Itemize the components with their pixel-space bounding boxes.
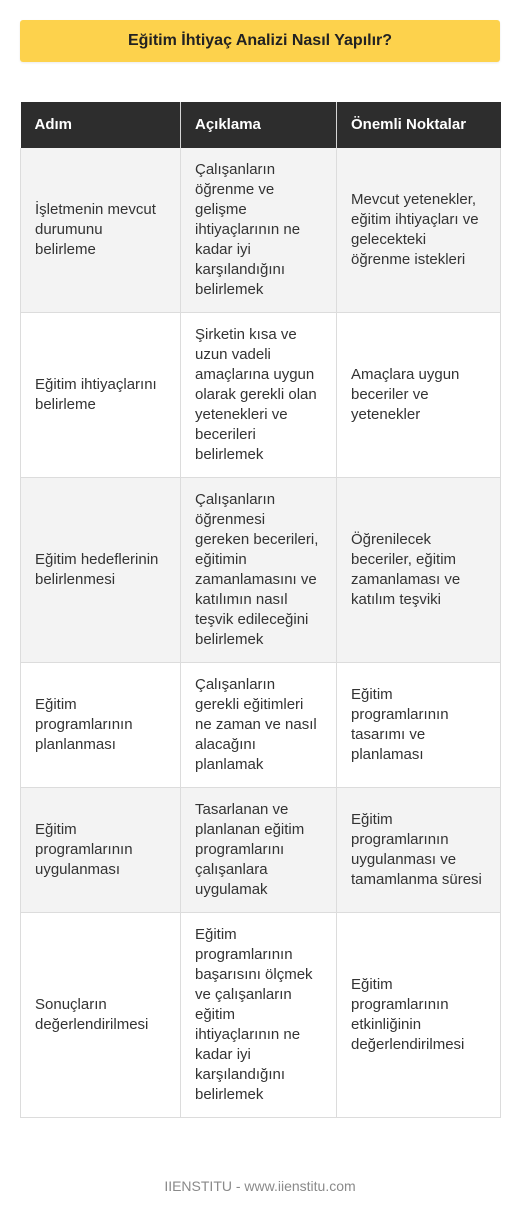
- notes-cell: Mevcut yetenekler, eğitim ihtiyaçları ve gelecekteki öğrenme istekleri: [337, 148, 501, 313]
- step-cell: Eğitim hedeflerinin belirlenmesi: [21, 478, 181, 663]
- table-row: [21, 148, 501, 313]
- notes-cell: Eğitim programlarının uygulanması ve tamamlanma süresi: [337, 788, 501, 913]
- notes-cell: Eğitim programlarının etkinliğinin değerlendirilmesi: [337, 913, 501, 1118]
- description-cell: Çalışanların öğrenme ve gelişme ihtiyaçlarının ne kadar iyi karşılandığını belirlemek: [181, 148, 337, 313]
- description-cell: Şirketin kısa ve uzun vadeli amaçlarına uygun olarak gerekli olan yetenekleri ve becerileri belirlemek: [181, 313, 337, 478]
- table-row: [21, 913, 501, 1118]
- table-row: [21, 478, 501, 663]
- notes-cell: Öğrenilecek beceriler, eğitim zamanlaması ve katılım teşviki: [337, 478, 501, 663]
- notes-cell: Eğitim programlarının tasarımı ve planlaması: [337, 663, 501, 788]
- description-cell: Çalışanların gerekli eğitimleri ne zaman ve nasıl alacağını planlamak: [181, 663, 337, 788]
- header-description: Açıklama: [181, 102, 337, 148]
- step-cell: Eğitim programlarının planlanması: [21, 663, 181, 788]
- table-row: [21, 313, 501, 478]
- description-cell: Eğitim programlarının başarısını ölçmek ve çalışanların eğitim ihtiyaçlarının ne kadar iyi karşılandığını belirlemek: [181, 913, 337, 1118]
- table-header-row: [21, 102, 501, 148]
- table-row: [21, 788, 501, 913]
- step-cell: Eğitim programlarının uygulanması: [21, 788, 181, 913]
- page-title: Eğitim İhtiyaç Analizi Nasıl Yapılır?: [127, 32, 393, 49]
- footer-credit: IIENSTITU - www.iienstitu.com: [164, 1178, 356, 1194]
- description-cell: Çalışanların öğrenmesi gereken becerileri, eğitimin zamanlamasını ve katılımın nasıl teşvik edileceğini belirlemek: [181, 478, 337, 663]
- steps-table: [20, 102, 501, 1118]
- table-row: [21, 663, 501, 788]
- step-cell: İşletmenin mevcut durumunu belirleme: [21, 148, 181, 313]
- header-step: Adım: [21, 102, 181, 148]
- description-cell: Tasarlanan ve planlanan eğitim programlarını çalışanlara uygulamak: [181, 788, 337, 913]
- header-notes: Önemli Noktalar: [337, 102, 501, 148]
- title-banner: [20, 20, 500, 62]
- step-cell: Eğitim ihtiyaçlarını belirleme: [21, 313, 181, 478]
- step-cell: Sonuçların değerlendirilmesi: [21, 913, 181, 1118]
- notes-cell: Amaçlara uygun beceriler ve yetenekler: [337, 313, 501, 478]
